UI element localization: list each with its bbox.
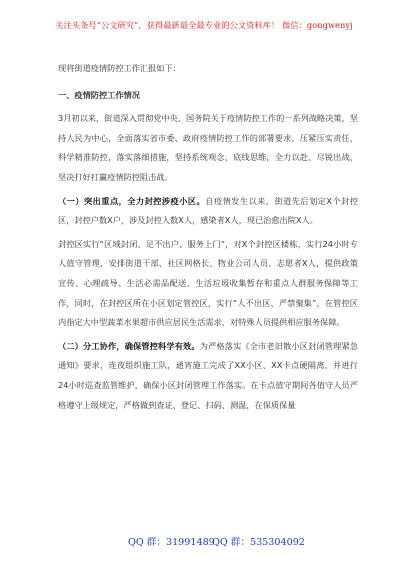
qq-group-2: QQ 群：535304092 — [212, 537, 305, 548]
document-body — [58, 56, 358, 415]
header-promo-note: 关注头条号“公文研究”，获得最新最全最专业的公文资料库！ 微信：gongwenyj — [55, 20, 353, 30]
paragraph-lockdown-details: 封控区实行“区域封闭、足不出户、服务上门”，对X个封控区楼栋，实行24小时专人值守管理，安排街道干部、社区网格长、物业公司人员、志愿者X人，提供政策宣传、心理疏导、生活必需品配送、生活垃圾收集暂存和重点人群服务保障等工作，同时，在封控区所在小区划定管控区，实行“人不出区、严禁聚集”，在管控区内指定大中型蔬菜水果超市供应居民生活需求，对特殊人员提供相应服务保障。 — [58, 238, 358, 328]
paragraph-key-areas-text: 自疫情发生以来，街道先后划定X个封控区，封控户数X户，涉及封控人数X人，感染者X人，现已治愈出院X人。 — [58, 195, 358, 226]
paragraph-key-areas — [58, 192, 358, 231]
intro-line: 现将街道疫情防控工作汇报如下： — [58, 63, 181, 73]
paragraph-coordination — [58, 337, 358, 415]
subheading-coordination: （二）分工协作，确保管控科学有效。 — [58, 340, 200, 351]
subheading-key-areas: （一）突出重点，全力封控涉疫小区。 — [58, 195, 206, 206]
paragraph-coordination-text: 为严格落实《全市老旧散小区封闭管理紧急通知》要求，连夜组织施工队，通宵施工完成了XX小区、XX卡点硬隔离，并进行24小时巡查监管维护，确保小区封闭管理工作落实。在卡点值守期间各值守人员严格遵守上级规定，严格做到查证、登记、扫码、测温，在保质保量 — [58, 340, 358, 410]
qq-group-1: QQ 群：31991489 — [128, 537, 215, 548]
paragraph-overview: 3月初以来，街道深入贯彻党中央、国务院关于疫情防控工作的一系列战略决策，坚持人民为中心，全面落实省市委、政府疫情防控工作的部署要求，压紧压实责任，科学精准防控，落实落细措施，坚持系统观念、底线思维，全力以赴、尽锐出战，坚决打好打赢疫情防控阻击战。 — [58, 113, 358, 182]
section-heading: 一、疫情防控工作情况 — [58, 89, 140, 100]
